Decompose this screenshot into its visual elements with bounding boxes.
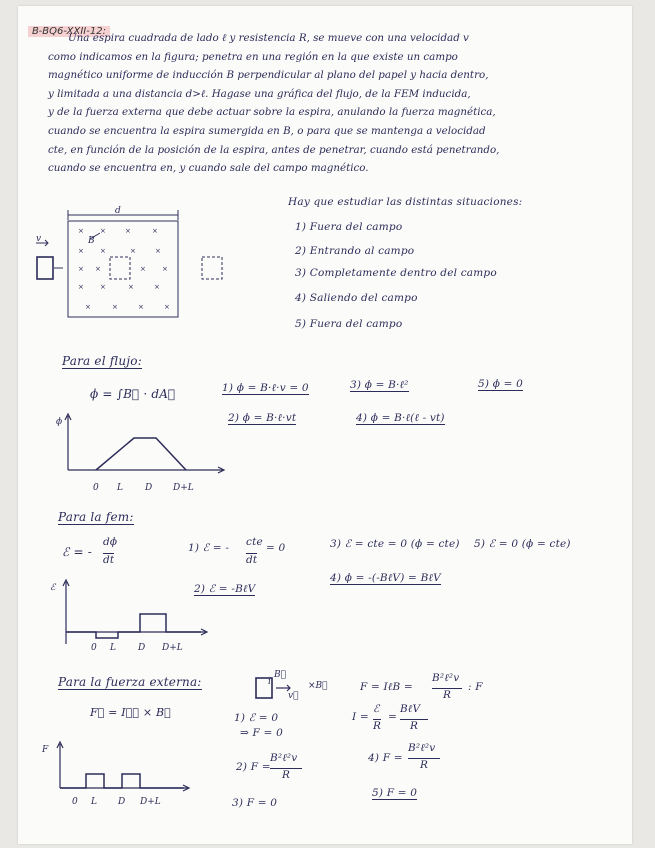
flux-definition: ϕ = ∫B⃗ · dA⃗ [90,387,176,401]
flux-tick: D+L [173,483,194,493]
problem-line: y de la fuerza externa que debe actuar sobre la espira, anulando la fuerza magnética, [48,106,496,119]
flux-eq2: 2) ϕ = B·ℓ·vt [228,412,297,424]
fem-tick: D+L [162,643,183,653]
force-eq1b: ⇒ F = 0 [240,727,283,739]
svg-text:×: × [100,227,106,235]
problem-line: y limitada a una distancia d>ℓ. Hagase una gráfica del flujo, de la FEM inducida, [48,87,471,100]
svg-text:×: × [78,227,84,235]
flux-eq5: 5) ϕ = 0 [478,378,524,390]
force-tick: L [91,797,97,807]
force-vector-figure [252,668,332,704]
fem-graph [36,574,216,654]
force-f-num: B²ℓ²v [432,672,460,684]
force-tick: D+L [140,797,161,807]
flux-graph [38,408,228,498]
force-eq2-lhs: 2) F = [236,761,271,773]
flux-tick: D [145,483,153,493]
fem-eq3: 3) ℰ = cte = 0 (ϕ = cte) [330,538,460,550]
situation-item: 2) Entrando al campo [295,245,415,257]
problem-line: cuando se encuentra en, y cuando sale del campo magnético. [48,162,369,175]
fem-eq1-num: cte [246,536,263,548]
field-b-label: B [88,236,95,246]
svg-text:×: × [112,303,118,311]
svg-text:×: × [78,283,84,291]
force-v-label: v⃗ [288,691,299,701]
situation-item: 4) Saliendo del campo [295,292,418,304]
force-i-den2: R [400,719,428,732]
force-tick: D [118,797,126,807]
problem-code: B-BQ6-XXII-12: [28,26,110,37]
force-i-label: i [268,677,271,687]
fem-definition-den: dt [103,554,115,566]
fem-eq5: 5) ℰ = 0 (ϕ = cte) [474,538,571,550]
problem-statement [48,29,586,178]
fem-eq2: 2) ℰ = -BℓV [194,583,256,595]
svg-text:×: × [125,227,131,235]
flux-tick: 0 [93,483,99,493]
force-cross-label: ×B⃗ [308,681,328,691]
fem-heading: Para la fem: [58,510,134,524]
situation-item: 5) Fuera del campo [295,318,403,330]
force-i-num1: ℰ [373,703,380,715]
force-eq2-den: R [270,768,302,781]
flux-heading: Para el flujo: [62,354,142,368]
field-region-figure [30,205,230,325]
flux-eq3: 3) ϕ = B·ℓ² [350,379,409,391]
svg-text:×: × [154,283,160,291]
problem-line: cuando se encuentra la espira sumergida en B, o para que se mantenga a velocidad [48,124,486,137]
flux-eq4: 4) ϕ = B·ℓ(ℓ - vt) [356,412,445,424]
svg-text:×: × [95,265,101,273]
flux-tick: L [117,483,123,493]
force-heading: Para la fuerza externa: [58,675,202,689]
svg-text:×: × [128,283,134,291]
force-eq4-lhs: 4) F = [368,752,403,764]
force-i-den1: R [373,720,382,732]
svg-text:×: × [85,303,91,311]
problem-line: cte, en función de la posición de la espira, antes de penetrar, cuando está penetrando, [48,143,500,156]
svg-text:×: × [164,303,170,311]
force-f-tail: : F [468,681,483,693]
force-i-num2: BℓV [400,703,421,715]
fem-tick: D [138,643,146,653]
force-f-formula: F = IℓB = [360,681,413,693]
fem-eq4: 4) ϕ = -(-BℓV) = BℓV [330,572,441,584]
force-f-den: R [432,688,462,701]
situations-intro: Hay que estudiar las distintas situaciones: [288,196,523,208]
fem-axis-label: ℰ [50,583,56,593]
force-eq3: 3) F = 0 [232,797,278,809]
svg-text:×: × [138,303,144,311]
force-eq4-den: R [408,758,440,771]
fem-eq1-rhs: = 0 [266,542,286,554]
equals-sign: = [388,711,397,723]
distance-d-label: d [115,206,121,216]
svg-text:×: × [78,247,84,255]
fem-definition-num: dϕ [103,536,118,548]
svg-text:×: × [130,247,136,255]
svg-text:×: × [78,265,84,273]
force-definition: F⃗ = Iℓ⃗ × B⃗ [90,706,171,719]
svg-text:×: × [162,265,168,273]
situation-item: 3) Completamente dentro del campo [295,267,497,279]
svg-text:×: × [100,283,106,291]
force-graph [36,738,196,810]
force-b-label: B⃗ [274,670,287,680]
velocity-v-label: v [36,234,42,244]
flux-eq1: 1) ϕ = B·ℓ·v = 0 [222,382,309,394]
svg-text:×: × [155,247,161,255]
problem-line: magnético uniforme de inducción B perpendicular al plano del papel y hacia dentro, [48,69,489,82]
situation-item: 1) Fuera del campo [295,221,403,233]
force-eq1a: 1) ℰ = 0 [234,712,279,724]
flux-axis-label: ϕ [56,417,63,427]
force-tick: 0 [72,797,78,807]
svg-text:×: × [140,265,146,273]
fem-eq1-den: dt [246,554,258,566]
force-eq5: 5) F = 0 [372,787,418,799]
force-axis-label: F [42,745,49,755]
fem-definition-lhs: ℰ = - [62,545,93,559]
fem-tick: 0 [91,643,97,653]
fem-eq1-lhs: 1) ℰ = - [188,542,230,554]
force-i-lhs: I = [352,711,369,723]
problem-line: como indicamos en la figura; penetra en una región en la que existe un campo [48,50,458,63]
fem-tick: L [110,643,116,653]
problem-line: Una espira cuadrada de lado ℓ y resistencia R, se mueve con una velocidad v [68,32,469,44]
force-eq4-num: B²ℓ²v [408,742,436,754]
svg-text:×: × [100,247,106,255]
force-eq2-num: B²ℓ²v [270,752,298,764]
svg-text:×: × [152,227,158,235]
